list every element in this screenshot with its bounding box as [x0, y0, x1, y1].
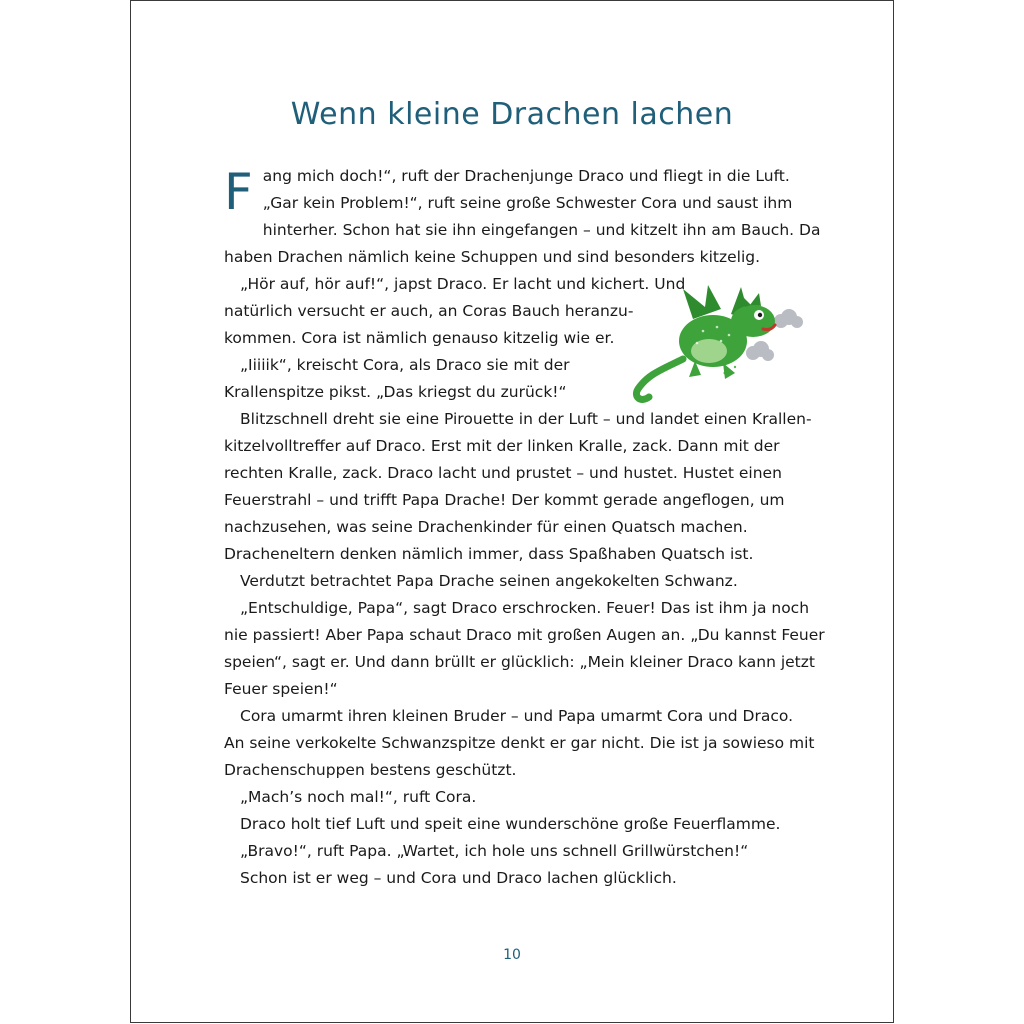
paragraph-9	[224, 811, 784, 838]
text-line: haben Drachen nämlich keine Schuppen und sind besonders kitzelig.	[224, 248, 761, 266]
text-line: Krallenspitze pikst. „Das kriegst du zurück!“	[224, 383, 567, 401]
paragraph-10	[224, 838, 784, 865]
text-line: Dracheneltern denken nämlich immer, dass Spaßhaben Quatsch ist.	[224, 545, 754, 563]
paragraph-8	[224, 784, 784, 811]
paragraph-1	[224, 163, 821, 271]
text-line: Verdutzt betrachtet Papa Drache seinen angekokelten Schwanz.	[240, 572, 738, 590]
text-line: „Mach’s noch mal!“, ruft Cora.	[240, 788, 477, 806]
text-line: natürlich versucht er auch, an Coras Bauch heranzu-	[224, 302, 634, 320]
page-number: 10	[503, 947, 521, 963]
text-line: Blitzschnell dreht sie eine Pirouette in der Luft – und landet einen Krallen-	[240, 410, 812, 428]
text-line: rechten Kralle, zack. Draco lacht und prustet – und hustet. Hustet einen	[224, 464, 782, 482]
paragraph-11	[224, 865, 784, 892]
text-line: hinterher. Schon hat sie ihn eingefangen – und kitzelt ihn am Bauch. Da	[262, 221, 821, 239]
text-line: „Gar kein Problem!“, ruft seine große Schwester Cora und saust ihm	[262, 194, 793, 212]
text-line: kommen. Cora ist nämlich genauso kitzelig wie er.	[224, 329, 615, 347]
text-line: nie passiert! Aber Papa schaut Draco mit großen Augen an. „Du kannst Feuer	[224, 626, 825, 644]
text-line: „Entschuldige, Papa“, sagt Draco erschrocken. Feuer! Das ist ihm ja noch	[240, 599, 810, 617]
text-line: speien“, sagt er. Und dann brüllt er glücklich: „Mein kleiner Draco kann jetzt	[224, 653, 815, 671]
paragraph-5	[224, 568, 784, 595]
story-text	[224, 163, 825, 892]
text-line: Drachenschuppen bestens geschützt.	[224, 761, 517, 779]
text-line: Feuerstrahl – und trifft Papa Drache! Der kommt gerade angeflogen, um	[224, 491, 785, 509]
text-line: „Hör auf, hör auf!“, japst Draco. Er lacht und kichert. Und	[240, 275, 686, 293]
text-line: An seine verkokelte Schwanzspitze denkt er gar nicht. Die ist ja sowieso mit	[224, 734, 815, 752]
paragraph-6	[224, 595, 825, 703]
paragraph-7	[224, 703, 815, 784]
chapter-title: Wenn kleine Drachen lachen	[290, 97, 734, 132]
text-line: ang mich doch!“, ruft der Drachenjunge Draco und fliegt in die Luft.	[262, 167, 790, 185]
text-line: Cora umarmt ihren kleinen Bruder – und Papa umarmt Cora und Draco.	[240, 707, 794, 725]
text-line: „Bravo!“, ruft Papa. „Wartet, ich hole uns schnell Grillwürstchen!“	[240, 842, 749, 860]
book-page	[130, 0, 894, 1023]
drop-cap: F	[224, 163, 253, 221]
text-line: „Iiiiik“, kreischt Cora, als Draco sie mit der	[240, 356, 570, 374]
paragraph-3	[224, 352, 784, 406]
text-line: Draco holt tief Luft und speit eine wunderschöne große Feuerflamme.	[240, 815, 781, 833]
text-line: nachzusehen, was seine Drachenkinder für einen Quatsch machen.	[224, 518, 748, 536]
text-line: Schon ist er weg – und Cora und Draco lachen glücklich.	[240, 869, 677, 887]
paragraph-4	[224, 406, 812, 568]
text-line: kitzelvolltreffer auf Draco. Erst mit der linken Kralle, zack. Dann mit der	[224, 437, 780, 455]
text-line: Feuer speien!“	[224, 680, 338, 698]
paragraph-2	[224, 271, 784, 352]
